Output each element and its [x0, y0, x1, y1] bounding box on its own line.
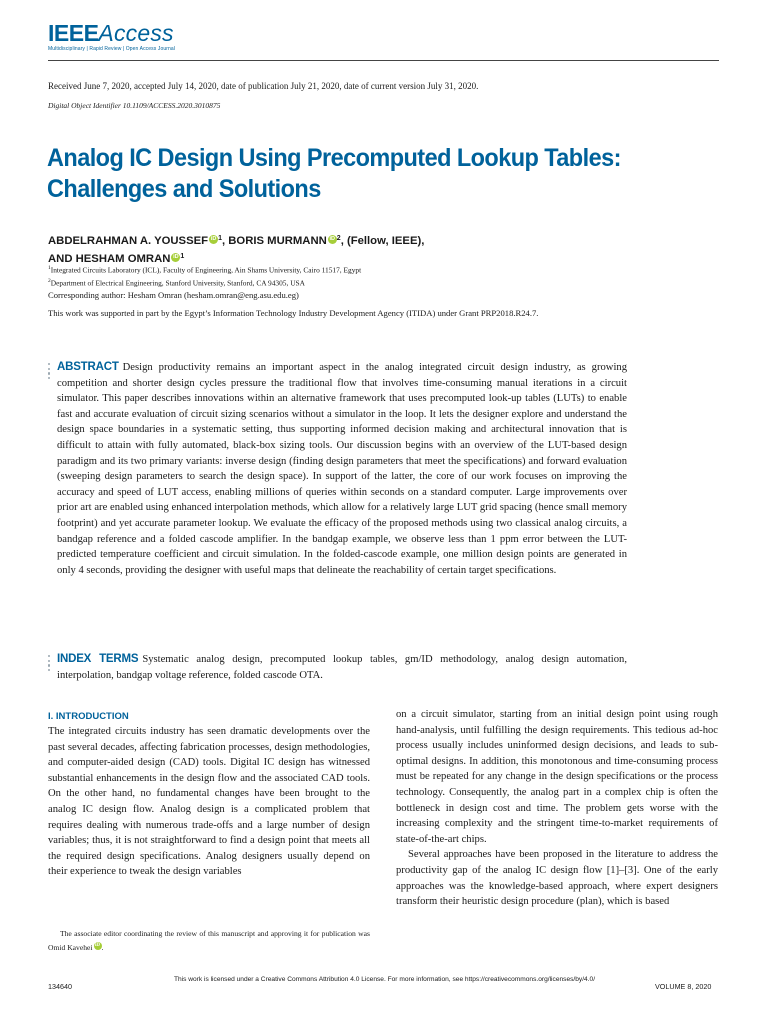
right-column	[396, 707, 718, 910]
footnote-end: .	[101, 943, 104, 952]
author-list	[48, 231, 568, 267]
license-notice[interactable]: This work is licensed under a Creative Commons Attribution 4.0 License. For more information, see https://creativecommons.org/licenses/by/4.0/	[173, 976, 596, 983]
affiliation-number: 2	[48, 277, 51, 284]
journal-tagline: Multidisciplinary | Rapid Review | Open Access Journal	[48, 46, 175, 52]
page-number: 134640	[48, 982, 72, 991]
paper-title: Analog IC Design Using Precomputed Lookup Tables: Challenges and Solutions	[47, 144, 621, 203]
abstract-text: Design productivity remains an important aspect in the analog integrated circuit design industry, as growing competition and shorter design cycles pressure the traditional flow that involves time-consuming manual iterations in a circuit simulator. This paper describes innovations within an alternative framework that uses precomputed look-up tables (LUTs) to enable fast and accurate evaluation of circuit sizing scenarios without a simulator in the loop. It lets the designer explore and understand the design space boundaries in a systematic setting, thus supporting informed decision making and architectural innovation that is difficult to attain with fully automated, black-box sizing tools. Our discussion begins with an overview of the LUT-based design paradigm and its two primary variants: inverse design (finding design parameters that meet the specifications) and forward evaluation (sweeping design parameters to search the design space). In support of the latter, the core of our work focuses on improving the accuracy and speed of LUT access, enabling millions of queries within seconds on a standard computer. Large improvements over prior art are enabled using enhanced interpolation methods, which allow for a relatively large LUT grid spacing (hence small memory footprint) and yet accurate parameter lookup. We evaluate the efficacy of the proposed methods using two classical analog circuits, a bandgap reference and a folded cascode amplifier. In the bandgap example, we observe less than 1 ppm error between the LUT-predicted temperature coefficient and circuit simulation. In the folded-cascode example, one million design points are generated in only 4 seconds, providing the designer with useful maps that delineate the reachability of certain target specifications.	[57, 362, 627, 576]
doi: Digital Object Identifier 10.1109/ACCESS.2020.3010875	[48, 101, 221, 110]
logo-ieee: IEEE	[48, 20, 99, 46]
affiliation-item	[48, 263, 361, 276]
orcid-icon[interactable]: iD	[210, 236, 217, 242]
section-dots-icon	[48, 363, 51, 381]
affiliation-marker: 1	[218, 235, 222, 242]
author-suffix: , (Fellow, IEEE),	[340, 235, 425, 247]
index-terms-heading: INDEX TERMS	[57, 653, 139, 665]
funding-note: This work was supported in part by the Egypt’s Information Technology Industry Development Agency (ITIDA) under Grant PRP2018.R24.7.	[48, 308, 539, 318]
paragraph: The integrated circuits industry has seen dramatic developments over the past several decades, affecting fabrication processes, design methodologies, and computer-aided design (CAD) tools. Digital IC design has witnessed substantial enhancements in the design flow and the associated CAD tools. On the other hand, no fundamental changes have been brought to the analog IC design flow. Analog design is a complicated problem that requires dealing with numerous trade-offs and a large number of design variables; thus, it is not straightforward to find a design point that meets all the required design specifications. Analog designers usually depend on their experience to tweak the design variables	[48, 726, 370, 878]
editor-footnote	[48, 927, 370, 955]
orcid-icon[interactable]: iD	[173, 254, 179, 260]
author-separator: ,	[221, 235, 229, 247]
affiliations	[48, 263, 361, 289]
author-name: BORIS MURMANN	[228, 235, 327, 247]
journal-wordmark	[48, 22, 175, 45]
authors-line-1	[48, 231, 568, 249]
journal-logo	[48, 22, 175, 52]
received-dates: Received June 7, 2020, accepted July 14, 2020, date of publication July 21, 2020, date of current version July 31, 2020.	[48, 81, 479, 91]
footnote-text: The associate editor coordinating the review of this manuscript and approving it for publication was Omid Kavehei	[48, 929, 370, 952]
abstract-heading: ABSTRACT	[57, 361, 119, 373]
index-terms	[57, 652, 627, 683]
left-column	[48, 707, 370, 880]
paragraph: on a circuit simulator, starting from an initial design point using rough hand-analysis, until fulfilling the design requirements. This tedious ad-hoc process usually includes uninformed design decisions, and leads to sub-optimal designs. In addition, this monotonous and time-consuming process must be repeated for any change in the design specifications or the process technology. Consequently, the analog part in a complex chip is often the bottleneck in design cost and time. The problem gets worse with the increasing complexity and the stringent time-to-market requirements of state-of-the-art chips.	[396, 709, 718, 845]
abstract	[57, 360, 627, 578]
affiliation-text: Integrated Circuits Laboratory (ICL), Faculty of Engineering, Ain Shams University, Cairo 11517, Egypt	[50, 265, 362, 275]
affiliation-number: 1	[48, 265, 51, 271]
author-name: ABDELRAHMAN A. YOUSSEF	[48, 235, 209, 247]
author-name: AND HESHAM OMRAN	[48, 253, 171, 265]
affiliation-marker: 1	[180, 253, 185, 260]
logo-access: Access	[98, 20, 174, 46]
corresponding-author: Corresponding author: Hesham Omran (hesham.omran@eng.asu.edu.eg)	[48, 290, 299, 300]
section-dots-icon	[48, 655, 51, 673]
paragraph: Several approaches have been proposed in the literature to address the productivity gap of the analog IC design flow [1]–[3]. One of the early approaches was the knowledge-based approach, where expert designers transform their heuristic design procedure (plan), which is based	[396, 849, 718, 908]
orcid-icon[interactable]: iD	[95, 943, 100, 948]
affiliation-item	[48, 276, 361, 289]
affiliation-marker: 2	[336, 235, 341, 242]
volume-label: VOLUME 8, 2020	[655, 982, 712, 991]
header-rule	[48, 60, 719, 61]
affiliation-text: Department of Electrical Engineering, Stanford University, Stanford, CA 94305, USA	[50, 278, 305, 288]
orcid-icon[interactable]: iD	[329, 236, 336, 242]
section-heading: I. INTRODUCTION	[48, 711, 129, 722]
index-terms-text: Systematic analog design, precomputed lookup tables, gm/ID methodology, analog design automation, interpolation, bandgap voltage reference, folded cascode OTA.	[57, 654, 627, 681]
